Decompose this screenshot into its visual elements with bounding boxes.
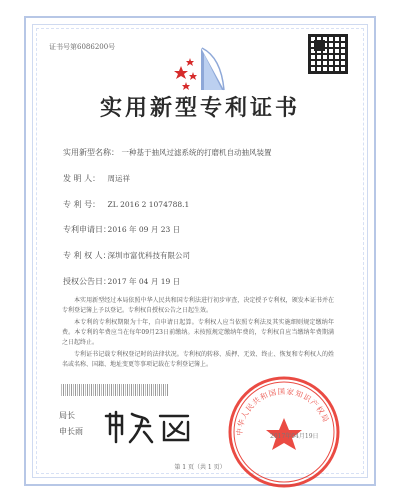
patent-no-value: ZL 2016 2 1074788.1 [107,200,190,209]
qr-code-icon [308,34,348,74]
filing-date-value: 2016 年 09 月 23 日 [107,225,181,234]
barcode-icon [61,384,169,396]
patentee-label: 专 利 权 人： [63,251,111,260]
inventor-label: 发 明 人： [63,174,101,183]
seal-date: 2017年04月19日 [270,433,319,440]
signatory-name: 申长雨 [59,427,83,436]
emblem-logo-icon [166,44,232,94]
page-title: 实用新型专利证书 [99,95,300,121]
grant-date-value: 2017 年 04 月 19 日 [107,277,181,286]
patent-no-row [63,199,189,210]
filing-date-label: 专利申请日： [63,225,111,234]
body-paragraph: 专利证书记载专利权登记时的法律状况。专利权的转移、质押、无效、终止、恢复和专利权人的姓名或名称、国籍、地址变更等事项记载在专利登记簿上。 [62,351,334,368]
model-name-label: 实用新型名称： [63,148,119,157]
model-name-value: 一种基于抽风过滤系统的打磨机自动抽风装置 [121,148,272,157]
certificate-body [62,296,334,372]
model-name-row [63,147,272,158]
page-number: 第 1 页（共 1 页） [174,464,226,471]
certificate-number: 证书号第6086200号 [49,43,116,51]
patent-no-label: 专 利 号： [63,200,101,209]
handwritten-signature [104,404,194,446]
grant-date-row [63,276,180,287]
seal-text: 中华人民共和国国家知识产权局 [234,386,331,437]
patentee-value: 深圳市富优科技有限公司 [107,251,191,260]
inventor-value: 周运祥 [107,174,131,183]
body-paragraph: 本实用新型经过本局依照中华人民共和国专利法进行初步审查，决定授予专利权，颁发本证书并在专利登记簿上予以登记。专利权自授权公告之日起生效。 [62,297,334,314]
grant-date-label: 授权公告日： [63,277,111,286]
signature-labels [59,410,83,442]
body-paragraph: 本专利的专利权期限为十年，自申请日起算。专利权人应当依照专利法及其实施细则规定缴纳年费。本专利的年费应当在每年09月23日前缴纳。未按照规定缴纳年费的，专利权自应当缴纳年费期满之日起终止。 [62,319,334,346]
patentee-row [63,250,190,261]
inventor-row [63,173,130,184]
signatory-title: 局长 [59,411,75,420]
filing-date-row [63,224,180,235]
